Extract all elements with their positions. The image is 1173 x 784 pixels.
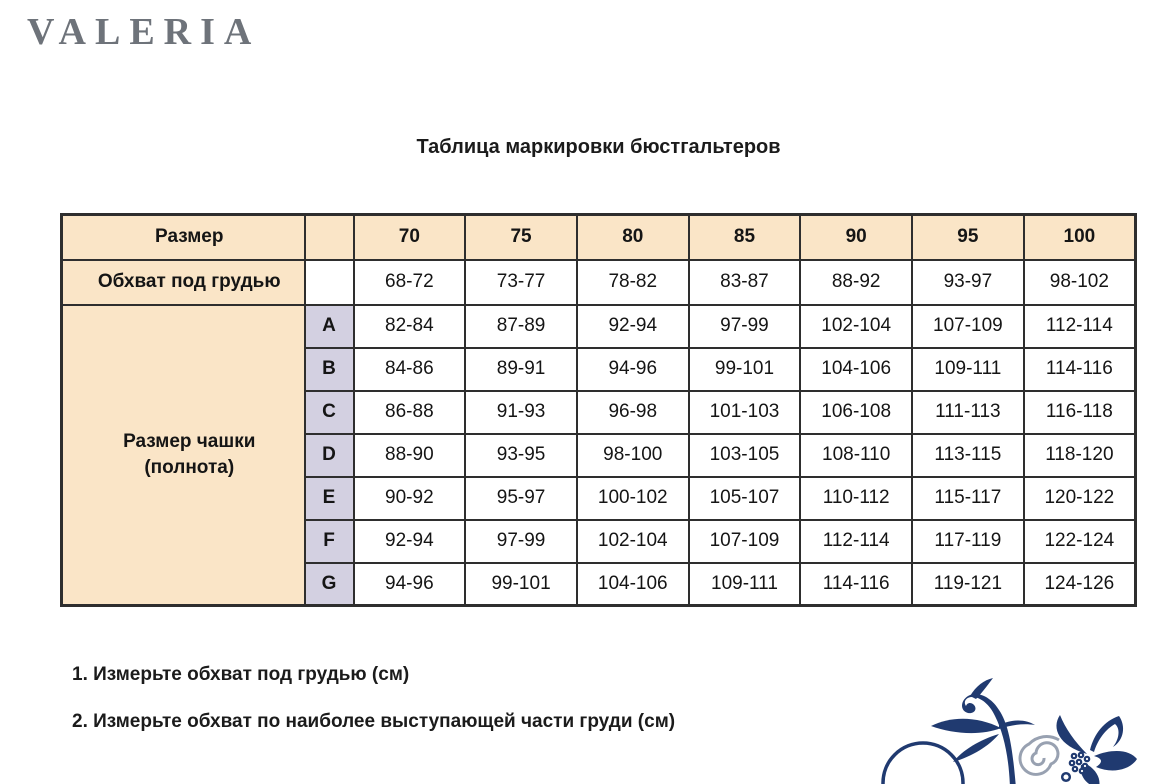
instruction-step-2: 2. Измерьте обхват по наиболее выступающей части груди (см)	[72, 711, 676, 732]
cup-value: 113-115	[912, 434, 1024, 477]
empty-cell	[305, 260, 354, 305]
cup-value: 112-114	[1024, 305, 1136, 348]
bra-size-table	[60, 213, 1137, 607]
cup-value: 101-103	[689, 391, 801, 434]
cup-value: 89-91	[465, 348, 577, 391]
cup-value: 114-116	[800, 563, 912, 606]
size-row-label: Размер	[62, 215, 305, 260]
cup-value: 84-86	[354, 348, 466, 391]
cup-value: 120-122	[1024, 477, 1136, 520]
cup-value: 92-94	[577, 305, 689, 348]
cup-value: 105-107	[689, 477, 801, 520]
cup-label-line1: Размер чашки	[123, 431, 256, 453]
size-col-header: 100	[1024, 215, 1136, 260]
cup-value: 124-126	[1024, 563, 1136, 606]
cup-value: 112-114	[800, 520, 912, 563]
instruction-step-1: 1. Измерьте обхват под грудью (см)	[72, 664, 410, 685]
flower-petal	[1056, 715, 1087, 754]
cup-value: 102-104	[800, 305, 912, 348]
cup-value: 119-121	[912, 563, 1024, 606]
page-title: Таблица маркировки бюстгальтеров	[416, 136, 781, 158]
cup-letter: E	[305, 477, 354, 520]
cup-value: 99-101	[465, 563, 577, 606]
cup-value: 92-94	[354, 520, 466, 563]
cup-value: 109-111	[912, 348, 1024, 391]
size-col-header: 85	[689, 215, 801, 260]
cup-value: 91-93	[465, 391, 577, 434]
underbust-value: 78-82	[577, 260, 689, 305]
cup-value: 87-89	[465, 305, 577, 348]
flower-petal	[1094, 751, 1137, 770]
cup-value: 90-92	[354, 477, 466, 520]
ornament-leaf	[931, 719, 1001, 733]
cup-value: 109-111	[689, 563, 801, 606]
cup-value: 114-116	[1024, 348, 1136, 391]
underbust-value: 73-77	[465, 260, 577, 305]
cup-row-A	[62, 305, 1136, 348]
cup-value: 103-105	[689, 434, 801, 477]
cup-letter: F	[305, 520, 354, 563]
cup-value: 94-96	[577, 348, 689, 391]
cup-value: 111-113	[912, 391, 1024, 434]
cup-value: 116-118	[1024, 391, 1136, 434]
underbust-value: 83-87	[689, 260, 801, 305]
cup-letter: D	[305, 434, 354, 477]
cup-value: 117-119	[912, 520, 1024, 563]
cup-value: 94-96	[354, 563, 466, 606]
underbust-value: 98-102	[1024, 260, 1136, 305]
cup-value: 107-109	[912, 305, 1024, 348]
cup-letter: B	[305, 348, 354, 391]
cup-value: 93-95	[465, 434, 577, 477]
ornament-dot	[1062, 773, 1070, 781]
size-col-header: 75	[465, 215, 577, 260]
cup-value: 98-100	[577, 434, 689, 477]
underbust-value: 93-97	[912, 260, 1024, 305]
size-header-row	[62, 215, 1136, 260]
underbust-row	[62, 260, 1136, 305]
cup-value: 82-84	[354, 305, 466, 348]
cup-value: 115-117	[912, 477, 1024, 520]
size-col-header: 80	[577, 215, 689, 260]
cup-value: 118-120	[1024, 434, 1136, 477]
cup-letter: C	[305, 391, 354, 434]
cup-value: 86-88	[354, 391, 466, 434]
cup-value: 106-108	[800, 391, 912, 434]
underbust-row-label: Обхват под грудью	[62, 260, 305, 305]
measurement-instructions	[72, 664, 675, 758]
cup-value: 108-110	[800, 434, 912, 477]
cup-value: 97-99	[465, 520, 577, 563]
cup-size-label	[62, 305, 305, 606]
cup-value: 99-101	[689, 348, 801, 391]
flower-petal	[1090, 716, 1123, 752]
cup-value: 104-106	[577, 563, 689, 606]
cup-value: 88-90	[354, 434, 466, 477]
cup-label-line2: (полнота)	[144, 456, 235, 478]
ornament-spiral	[1020, 737, 1059, 775]
cup-value: 122-124	[1024, 520, 1136, 563]
underbust-value: 88-92	[800, 260, 912, 305]
size-col-header: 70	[354, 215, 466, 260]
cup-value: 100-102	[577, 477, 689, 520]
cup-letter: A	[305, 305, 354, 348]
cup-value: 97-99	[689, 305, 801, 348]
brand-logo: VALERIA	[27, 11, 261, 53]
cup-value: 95-97	[465, 477, 577, 520]
cup-value: 107-109	[689, 520, 801, 563]
floral-ornament-icon	[873, 666, 1173, 784]
ornament-leaf	[953, 734, 999, 762]
ornament-circle	[883, 743, 963, 784]
cup-value: 96-98	[577, 391, 689, 434]
underbust-value: 68-72	[354, 260, 466, 305]
size-col-header: 95	[912, 215, 1024, 260]
empty-cell	[305, 215, 354, 260]
cup-letter: G	[305, 563, 354, 606]
cup-value: 104-106	[800, 348, 912, 391]
cup-value: 102-104	[577, 520, 689, 563]
size-col-header: 90	[800, 215, 912, 260]
cup-value: 110-112	[800, 477, 912, 520]
